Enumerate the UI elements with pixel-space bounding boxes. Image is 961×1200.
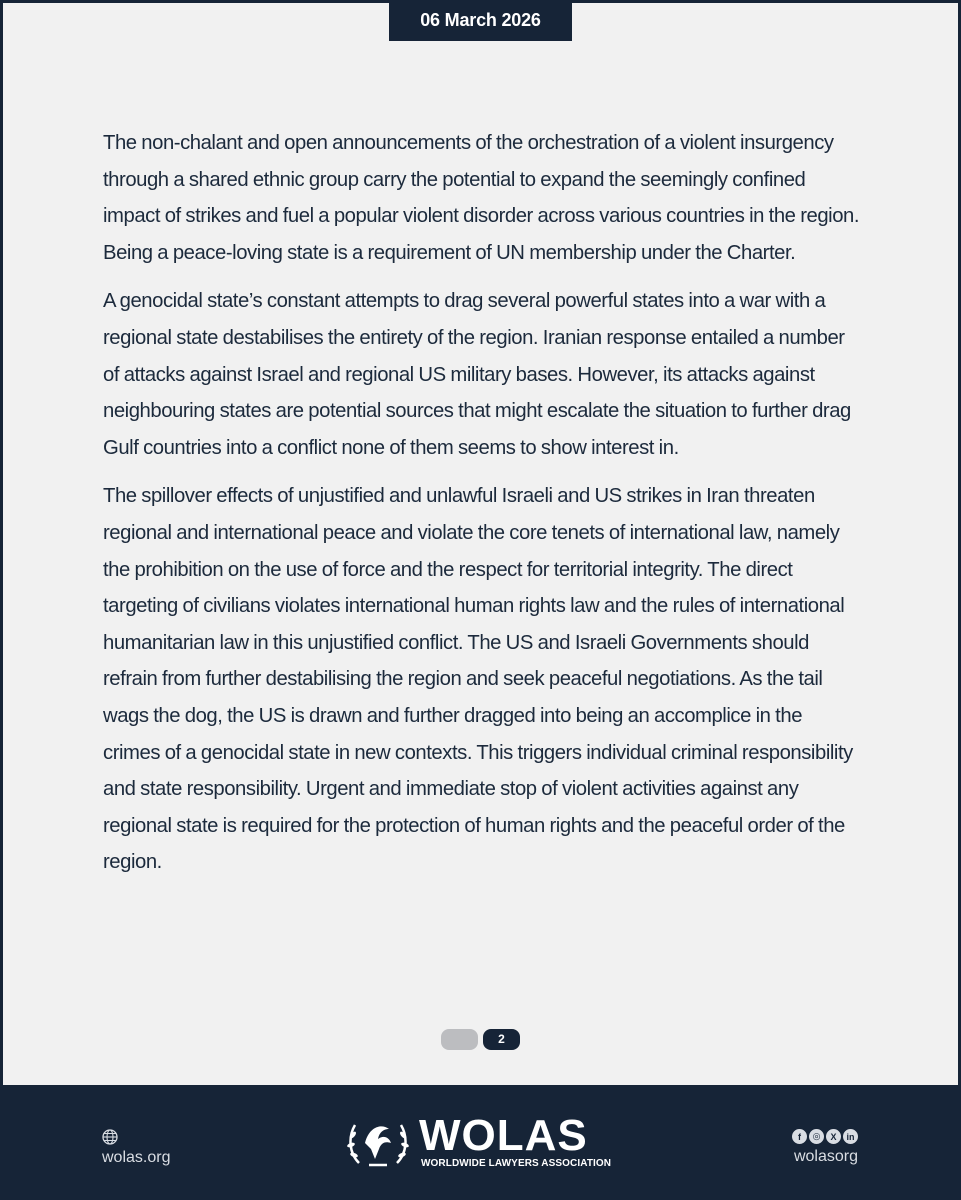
paragraph: The spillover effects of unjustified and unlawful Israeli and US strikes in Iran threaten regional and international peace and violate the core tenets of international law, namely the prohibition on the use of force and the respect for territorial integrity. The direct targeting of civilians violates international human rights law and the rules of international humanitarian law in this unjustified conflict. The US and Israeli Governments should refrain from further destabilising the region and seek peaceful negotiations. As the tail wags the dog, the US is drawn and further dragged into being an accomplice in the crimes of a genocidal state in new contexts. This triggers individual criminal responsibility and state responsibility. Urgent and immediate stop of violent activities against any regional state is required for the protection of human rights and the peaceful order of the region.: [103, 485, 853, 874]
article-body: [103, 125, 863, 893]
frame-border: [0, 0, 3, 1085]
instagram-icon[interactable]: ◎: [809, 1129, 824, 1144]
page-dot-current[interactable]: 2: [483, 1029, 520, 1050]
globe-icon: [102, 1129, 118, 1145]
x-icon[interactable]: X: [826, 1129, 841, 1144]
social-icons: [792, 1129, 858, 1144]
website-block[interactable]: [102, 1129, 170, 1167]
page-indicator: [441, 1028, 520, 1050]
page-dot-previous[interactable]: [441, 1029, 478, 1050]
wreath-eagle-icon: [345, 1113, 411, 1173]
brand-tagline: WORLDWIDE LAWYERS ASSOCIATION: [421, 1158, 612, 1169]
social-block: [792, 1129, 858, 1166]
footer: [0, 1085, 961, 1200]
brand-logo: [345, 1113, 617, 1173]
linkedin-icon[interactable]: in: [843, 1129, 858, 1144]
website-link[interactable]: wolas.org: [102, 1149, 171, 1166]
paragraph: A genocidal state’s constant attempts to drag several powerful states into a war with a regional state destabilises the entirety of the region. Iranian response entailed a number of attacks against Israel and regional US military bases. However, its attacks against neighbouring states are potential sources that might escalate the situation to further drag Gulf countries into a conflict none of them seems to show interest in.: [103, 290, 851, 459]
paragraph: The non-chalant and open announcements of the orchestration of a violent insurgency through a shared ethnic group carry the potential to expand the seemingly confined impact of strikes and fuel a popular violent disorder across various countries in the region. Being a peace-loving state is a requirement of UN membership under the Charter.: [103, 132, 860, 264]
brand-name: WOLAS: [419, 1111, 588, 1160]
date-badge: 06 March 2026: [389, 0, 572, 41]
facebook-icon[interactable]: f: [792, 1129, 807, 1144]
social-handle[interactable]: wolasorg: [793, 1148, 858, 1165]
